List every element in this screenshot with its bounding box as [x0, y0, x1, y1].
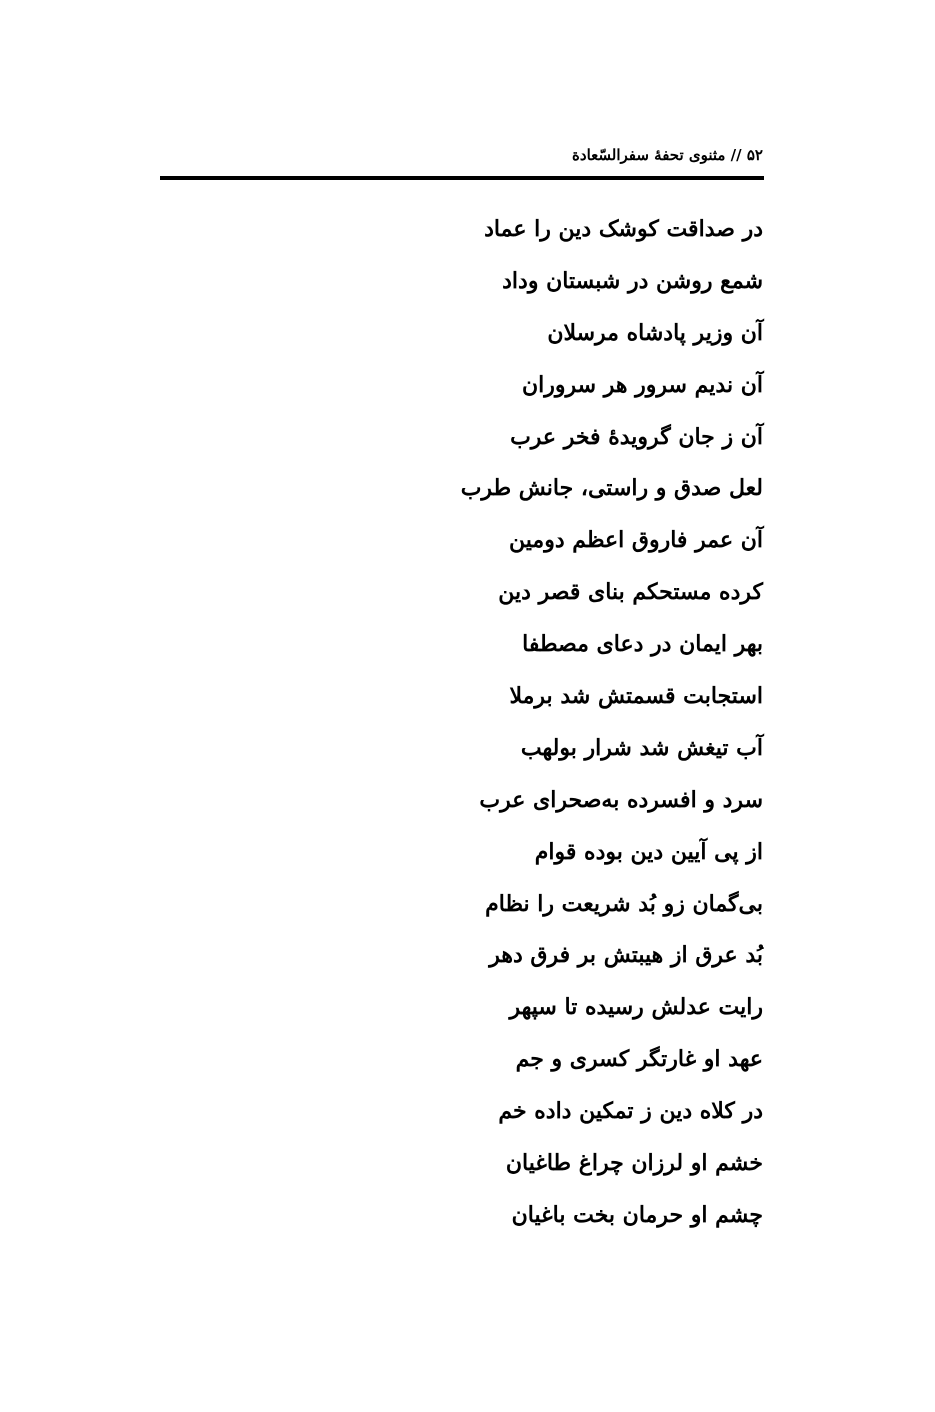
page-number: ۵۲	[746, 146, 763, 164]
verse-line-4: آن ندیم سرور هر سروران	[522, 371, 763, 398]
running-header	[160, 140, 763, 170]
verse-line-12: سرد و افسرده به‌صحرای عرب	[479, 786, 763, 813]
verse-line-2: شمع روشن در شبستان وداد	[502, 267, 763, 294]
verse-line-18: در کلاه دین ز تمکین داده خم	[498, 1098, 763, 1125]
verse-line-16: رایت عدلش رسیده تا سپهر	[509, 994, 763, 1021]
header-separator: //	[730, 146, 742, 164]
verse-line-6: لعل صدق و راستی، جانش طرب	[460, 475, 763, 502]
verse-line-17: عهد او غارتگر کسری و جم	[515, 1046, 763, 1073]
verse-line-9: بهر ایمان در دعای مصطفا	[522, 631, 763, 658]
verse-line-13: از پی آیین دین بوده قوام	[534, 838, 763, 865]
verse-line-20: چشم او حرمان بخت باغیان	[511, 1201, 763, 1228]
verse-line-1: در صداقت کوشک دین را عماد	[484, 216, 763, 242]
verse-line-10: استجابت قسمتش شد برملا	[509, 683, 763, 710]
verse-line-11: آب تیغش شد شرار بولهب	[520, 734, 763, 761]
verse-line-8: کرده مستحکم بنای قصر دین	[498, 579, 763, 606]
verse-line-5: آن ز جان گرویدهٔ فخر عرب	[510, 423, 763, 450]
verse-list	[203, 204, 763, 1242]
verse-line-19: خشم او لرزان چراغ طاغیان	[505, 1150, 763, 1177]
book-title: مثنوی تحفهٔ سفرالسّعادة	[572, 146, 726, 164]
verse-line-3: آن وزیر پادشاه مرسلان	[547, 319, 763, 346]
header-rule	[160, 176, 764, 180]
verse-line-15: بُد عرق از هیبتش بر فرق دهر	[489, 942, 763, 969]
verse-line-7: آن عمر فاروق اعظم دومین	[509, 527, 763, 554]
verse-line-14: بی‌گمان زو بُد شریعت را نظام	[485, 890, 763, 917]
